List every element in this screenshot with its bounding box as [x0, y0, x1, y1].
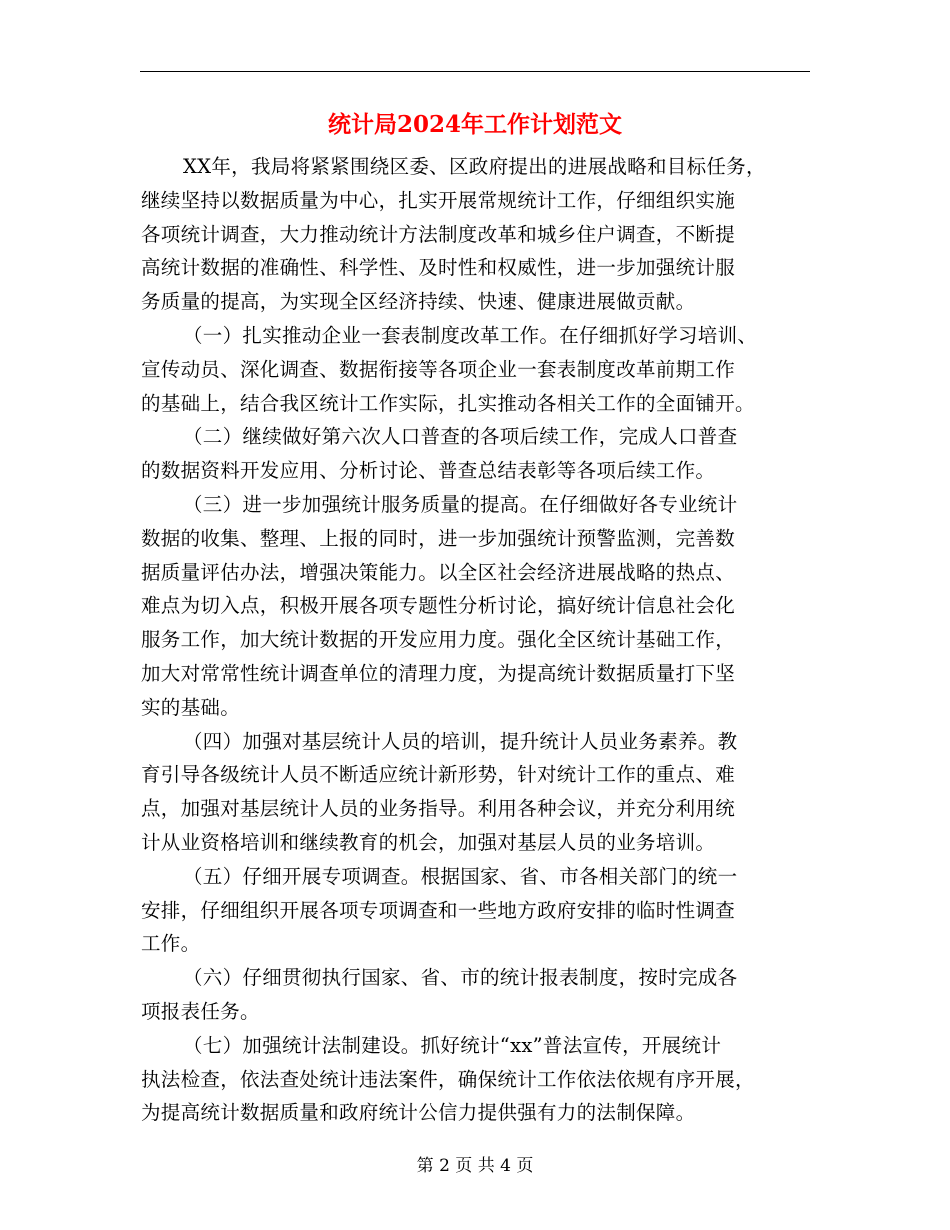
paragraph-line: 工作。 [141, 932, 201, 956]
paragraph-line: 难点为切入点，积极开展各项专题性分析讨论，搞好统计信息社会化 [141, 594, 736, 618]
paragraph [141, 150, 811, 319]
document-body [141, 150, 811, 1130]
paragraph-line: （四）加强对基层统计人员的培训，提升统计人员业务素养。教 [183, 729, 738, 753]
paragraph-line: 服务工作，加大统计数据的开发应用力度。强化全区统计基础工作， [141, 628, 736, 652]
paragraph [141, 319, 811, 420]
paragraph-line: （六）仔细贯彻执行国家、省、市的统计报表制度，按时完成各 [183, 966, 738, 990]
paragraph-line: （七）加强统计法制建设。抓好统计“xx”普法宣传，开展统计 [183, 1033, 722, 1057]
paragraph-line: 为提高统计数据质量和政府统计公信力提供强有力的法制保障。 [141, 1101, 696, 1125]
paragraph [141, 961, 811, 1029]
paragraph-line: （三）进一步加强统计服务质量的提高。在仔细做好各专业统计 [183, 492, 738, 516]
paragraph-line: 实的基础。 [141, 695, 241, 719]
document-title: 统计局2024年工作计划范文 [327, 111, 622, 138]
page-number-footer: 第 2 页 共 4 页 [416, 1156, 534, 1176]
header-rule [140, 71, 810, 72]
paragraph-line: 育引导各级统计人员不断适应统计新形势，针对统计工作的重点、难 [141, 763, 736, 787]
paragraph-line: 点，加强对基层统计人员的业务指导。利用各种会议，并充分利用统 [141, 797, 736, 821]
paragraph-line: 执法检查，依法查处统计违法案件，确保统计工作依法依规有序开展， [141, 1067, 755, 1091]
paragraph [141, 488, 811, 725]
paragraph-line: 各项统计调查，大力推动统计方法制度改革和城乡住户调查，不断提 [141, 222, 736, 246]
paragraph [141, 860, 811, 961]
paragraph-line: 的数据资料开发应用、分析讨论、普查总结表彰等各项后续工作。 [141, 459, 716, 483]
paragraph-line: 项报表任务。 [141, 999, 260, 1023]
paragraph [141, 1029, 811, 1130]
paragraph-line: 数据的收集、整理、上报的同时，进一步加强统计预警监测，完善数 [141, 526, 736, 550]
paragraph-line: 加大对常常性统计调查单位的清理力度，为提高统计数据质量打下坚 [141, 661, 736, 685]
paragraph [141, 725, 811, 860]
paragraph-line: 继续坚持以数据质量为中心，扎实开展常规统计工作，仔细组织实施 [141, 188, 736, 212]
paragraph-line: XX年，我局将紧紧围绕区委、区政府提出的进展战略和目标任务， [183, 155, 766, 178]
paragraph-line: 的基础上，结合我区统计工作实际，扎实推动各相关工作的全面铺开。 [141, 391, 755, 415]
paragraph-line: （二）继续做好第六次人口普查的各项后续工作，完成人口普查 [183, 425, 738, 449]
paragraph [141, 420, 811, 488]
paragraph-line: （五）仔细开展专项调查。根据国家、省、市各相关部门的统一 [183, 864, 738, 888]
paragraph-line: 务质量的提高，为实现全区经济持续、快速、健康进展做贡献。 [141, 290, 696, 314]
paragraph-line: 据质量评估办法，增强决策能力。以全区社会经济进展战略的热点、 [141, 560, 736, 584]
paragraph-line: 高统计数据的准确性、科学性、及时性和权威性，进一步加强统计服 [141, 256, 736, 280]
paragraph-line: 宣传动员、深化调查、数据衔接等各项企业一套表制度改革前期工作 [141, 357, 736, 381]
paragraph-line: 计从业资格培训和继续教育的机会，加强对基层人员的业务培训。 [141, 830, 716, 854]
paragraph-line: 安排，仔细组织开展各项专项调查和一些地方政府安排的临时性调查 [141, 898, 736, 922]
paragraph-line: （一）扎实推动企业一套表制度改革工作。在仔细抓好学习培训、 [183, 323, 758, 347]
